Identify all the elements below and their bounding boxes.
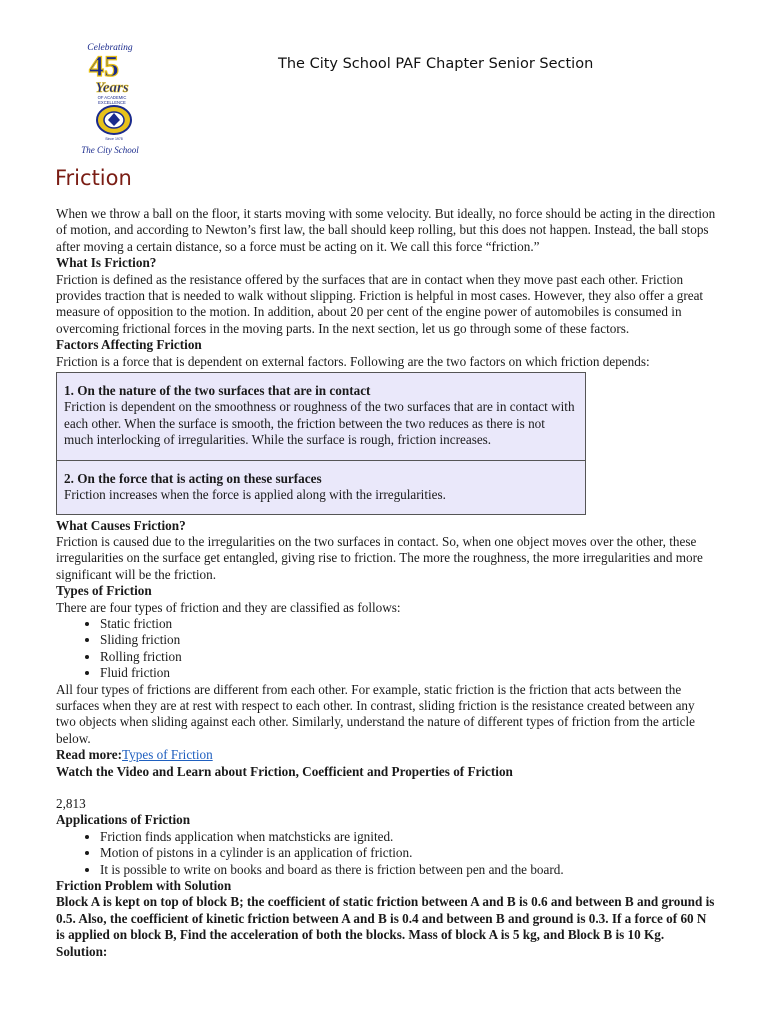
read-more-line — [56, 747, 716, 763]
types-heading: Types of Friction — [56, 583, 152, 599]
applications-list — [56, 829, 716, 878]
list-item: • Motion of pistons in a cylinder is an application of friction. — [100, 845, 716, 861]
view-count: 2,813 — [56, 796, 86, 811]
list-item: • Sliding friction — [100, 632, 716, 648]
article-body — [56, 206, 716, 960]
list-item: • It is possible to write on books and board as there is friction between pen and the board. — [100, 862, 716, 878]
types-of-friction-link[interactable]: Types of Friction — [122, 747, 213, 763]
types-list — [56, 616, 716, 682]
types-after-paragraph: All four types of frictions are different from each other. For example, static friction is the friction that acts between the surfaces when they are at rest with respect to each other. In contrast, sliding friction is the resistance created between any two objects when sliding against each other. Similarly, understand the nature of different types of friction from the article below. — [56, 681, 696, 746]
types-paragraph: There are four types of friction and they are classified as follows: — [56, 599, 401, 615]
problem-heading: Friction Problem with Solution — [56, 878, 232, 894]
factors-box — [56, 372, 586, 514]
list-item: • Static friction — [100, 616, 716, 632]
logo-since: Since 1978 — [105, 137, 123, 141]
list-item: • Fluid friction — [100, 665, 716, 681]
logo-celebrating: Celebrating — [87, 43, 133, 53]
causes-paragraph: Friction is caused due to the irregularities on the two surfaces in contact. So, when one object moves over the other, these irregularities on the surface get entangled, giving rise to friction. The more the roughness, the more irregularities and more significant will be the friction. — [56, 533, 703, 582]
school-logo — [60, 40, 168, 158]
logo-sub1: OF ACADEMIC — [97, 95, 127, 100]
factor-text: Friction increases when the force is applied along with the irregularities. — [64, 487, 446, 503]
factor-title: 1. On the nature of the two surfaces that are in contact — [64, 383, 371, 399]
intro-paragraph: When we throw a ball on the floor, it starts moving with some velocity. But ideally, no force should be acting in the direction of motion, and according to Newton’s first law, the ball should keep rolling, but this does not happen. Instead, the ball stops after moving a certain distance, so a force must be acting on it. We call this force “friction.” — [56, 206, 716, 254]
logo-number: 45 — [89, 50, 119, 83]
video-heading: Watch the Video and Learn about Friction, Coefficient and Properties of Friction — [56, 763, 513, 779]
video-spacer — [56, 780, 716, 796]
logo-school-name: The City School — [81, 145, 139, 155]
applications-heading: Applications of Friction — [56, 812, 191, 828]
read-more-label: Read more: — [56, 747, 123, 763]
list-item: • Friction finds application when matchsticks are ignited. — [100, 829, 716, 845]
factor-item — [57, 460, 585, 514]
factor-title: 2. On the force that is acting on these surfaces — [64, 470, 322, 486]
factor-item — [57, 373, 585, 460]
what-is-paragraph: Friction is defined as the resistance offered by the surfaces that are in contact when they move past each other. Friction provides traction that is needed to walk without slipping. Friction is helpful in most cases. However, they also offer a great measure of opposition to the motion. In addition, about 20 per cent of the engine power of automobiles is consumed in overcoming frictional forces in the moving parts. In the next section, let us go through some of these factors. — [56, 271, 704, 336]
logo-sub2: EXCELLENCE — [98, 100, 126, 105]
factors-heading: Factors Affecting Friction — [56, 337, 202, 353]
causes-heading: What Causes Friction? — [56, 517, 186, 533]
page-title: Friction — [55, 166, 132, 190]
factor-text: Friction is dependent on the smoothness or roughness of the two surfaces that are in contact with each other. When the surface is smooth, the friction between the two reduces as there is not much interlocking of irregularities. While the surface is rough, friction increases. — [64, 399, 575, 448]
solution-label: Solution: — [56, 943, 108, 959]
problem-text: Block A is kept on top of block B; the coefficient of static friction between A and B is 0.6 and between B and ground is 0.5. Also, the coefficient of kinetic friction between A and B is 0.4 and between B and ground is 0.3. If a force of 60 N is applied on block B, Find the acceleration of both the blocks. Mass of block A is 5 kg, and Block B is 10 Kg. — [56, 894, 715, 943]
list-item: • Rolling friction — [100, 649, 716, 665]
logo-years: Years — [95, 80, 129, 96]
factors-paragraph: Friction is a force that is dependent on external factors. Following are the two factors on which friction depends: — [56, 353, 650, 369]
school-title: The City School PAF Chapter Senior Section — [278, 56, 594, 72]
what-is-heading: What Is Friction? — [56, 255, 157, 271]
